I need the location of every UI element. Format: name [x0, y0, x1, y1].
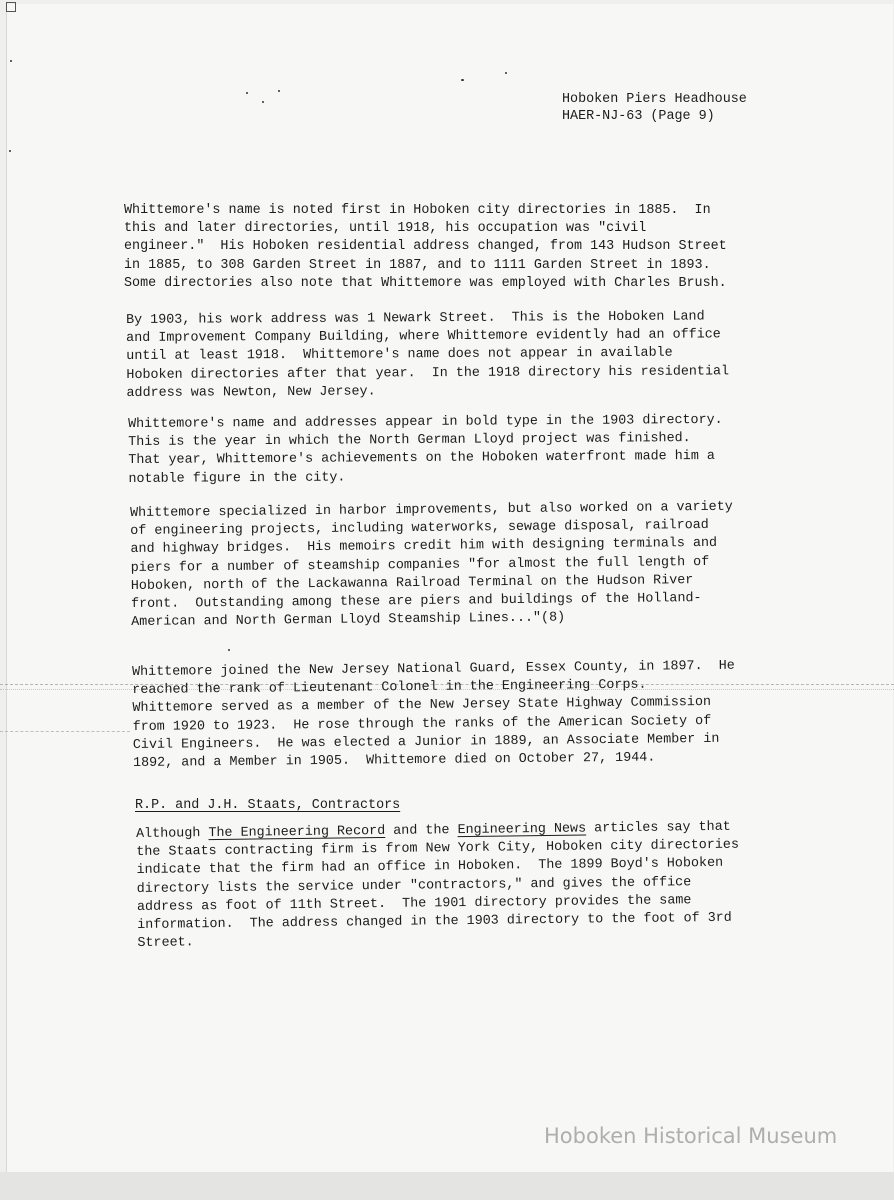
paragraph: Whittemore's name and addresses appear in bold type in the 1903 directory. This is the year in which the North German Lloyd project was finished. That year, Whittemore's achievements on the Hoboken waterfront made him a notable figure in the city.: [128, 412, 723, 487]
paragraph: [136, 819, 740, 954]
text-run: and the: [385, 823, 458, 839]
corner-mark: [6, 2, 16, 12]
scan-speck: [278, 90, 280, 92]
paragraph: Whittemore joined the New Jersey National Guard, Essex County, in 1897. He reached the rank of Lieutenant Colonel in the Engineering Corps. Whittemore served as a member of the New Jersey State Highway Commission from 1920 to 1923. He rose through the ranks of the American Society of Civil Engineers. He was elected a Junior in 1889, an Associate Member in 1892, and a Member in 1905. Whittemore died on October 27, 1944.: [132, 658, 735, 772]
publication-title: The Engineering Record: [208, 823, 386, 842]
fold-crease: [0, 731, 130, 733]
scan-border: [0, 1172, 894, 1200]
paragraph: Whittemore specialized in harbor improvements, but also worked on a variety of engineering projects, including waterworks, sewage disposal, railroad and highway bridges. His memoirs credit him with designing terminals and piers for a number of steamship companies "for almost the full length of Hoboken, north of the Lackawanna Railroad Terminal on the Hudson River front. Outstanding among these are piers and buildings of the Holland- American and North German Lloyd Steamship Lines..."(8): [130, 499, 733, 631]
scan-speck: [9, 150, 11, 152]
header-title: Hoboken Piers Headhouse: [562, 92, 747, 107]
scan-speck: [246, 92, 248, 94]
text-run: articles say that: [586, 819, 731, 837]
section-heading: R.P. and J.H. Staats, Contractors: [135, 798, 401, 813]
paragraph: By 1903, his work address was 1 Newark Street. This is the Hoboken Land and Improvement Company Building, where Whittemore evidently had an office until at least 1918. Whittemore's name does not appear in available Hoboken directories after that year. In the 1918 directory his residential address was Newton, New Jersey.: [126, 309, 730, 401]
scan-speck: [461, 79, 464, 81]
text-run: the Staats contracting firm is from New York City, Hoboken city directories indicate that the firm had an office in Hoboken. The 1899 Boyd's Hoboken directory lists the service under "contractors," and gives the office address as foot of 11th Street. The 1901 directory provides the same information. The address changed in the 1903 directory to the foot of 3rd Street.: [136, 837, 740, 952]
paragraph: Whittemore's name is noted first in Hoboken city directories in 1885. In this and later directories, until 1918, his occupation was "civil engineer." His Hoboken residential address changed, from 143 Hudson Street in 1885, to 308 Garden Street in 1887, and to 1111 Garden Street in 1893. Some directories also note that Whittemore was employed with Charles Brush.: [124, 203, 727, 291]
document-header: [562, 91, 747, 125]
scan-speck: [228, 649, 230, 651]
watermark: Hoboken Historical Museum: [544, 1124, 838, 1148]
scan-speck: [262, 101, 264, 103]
text-run: Although: [136, 826, 209, 842]
scan-speck: [10, 60, 12, 62]
header-reference: HAER-NJ-63 (Page 9): [562, 109, 715, 124]
scan-speck: [505, 72, 507, 74]
publication-title: Engineering News: [457, 821, 587, 839]
